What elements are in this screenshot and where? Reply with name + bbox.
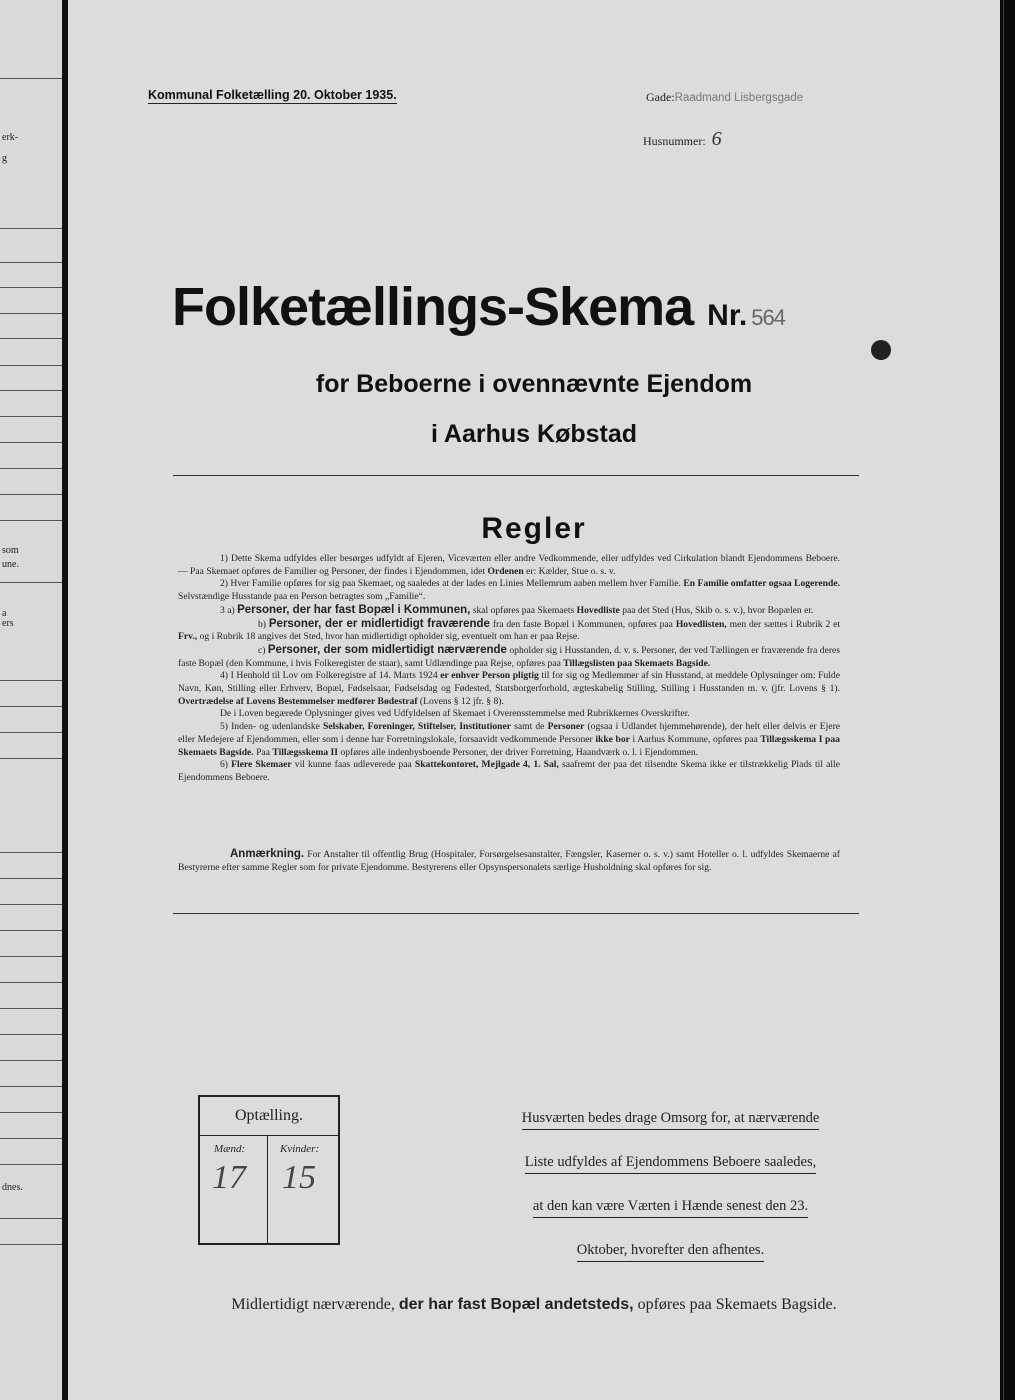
men-label: Mænd:	[214, 1143, 246, 1155]
men-count: 17	[212, 1159, 246, 1196]
ink-blot	[871, 340, 891, 360]
footer-note: Midlertidigt nærværende, der har fast Bopæl andetsteds, opføres paa Skemaets Bagside.	[231, 1296, 837, 1313]
page-title	[172, 276, 785, 338]
left-rule	[0, 78, 62, 79]
left-page-strip	[0, 0, 62, 1400]
notice-line-4: Oktober, hvorefter den afhentes.	[577, 1239, 764, 1262]
women-count: 15	[282, 1159, 316, 1196]
left-fragment: dnes.	[2, 1182, 23, 1193]
house-number-label: Husnummer:	[643, 134, 706, 148]
left-fragment: a	[2, 608, 7, 619]
house-number-field	[643, 128, 722, 151]
notice-line-3: at den kan være Værten i Hænde senest den 23.	[533, 1195, 808, 1218]
rules-text	[178, 553, 840, 785]
subtitle-line-2: i Aarhus Købstad	[430, 420, 638, 448]
left-fragment: ers	[2, 618, 14, 629]
count-box	[198, 1095, 340, 1245]
rule-3c: c) Personer, der som midlertidigt nærværende opholder sig i Husstanden, d. v. s. Personer, der ved Tællingen er fraværende fra deres faste Bopæl (den Kommune, i hvis Folkeregister de staar), samt Udlændinge paa Rejse, opføres paa Tillægslisten paa Skemaets Bagside.	[178, 643, 841, 669]
title-nr-label: Nr.	[707, 299, 748, 332]
rules-heading: Regler	[481, 512, 587, 545]
women-label: Kvinder:	[280, 1143, 320, 1155]
rule-6: 6) Flere Skemaer vil kunne faas udleverede paa Skattekontoret, Mejlgade 4, 1. Sal, saafremt der paa det tilsendte Skema ikke er tilstrækkelig Plads til alle Ejendommens Beboere.	[178, 759, 840, 783]
right-page-edge	[1000, 0, 1015, 1400]
rule-2: 2) Hver Familie opføres for sig paa Skemaet, og saaledes at der lades en Linies Mellemrum aaben mellem hver Familie. En Familie omfatter ogsaa Logerende. Selvstændige Husstande paa en Person betragtes som „Familie“.	[178, 578, 840, 603]
divider	[173, 475, 859, 476]
street-field	[646, 90, 803, 105]
remark-label: Anmærkning.	[230, 848, 305, 860]
house-number-value: 6	[711, 128, 722, 150]
subtitle-line-1: for Beboerne i ovennævnte Ejendom	[315, 370, 753, 398]
left-fragment: une.	[2, 559, 19, 570]
rule-3b: b) Personer, der er midlertidigt fraværende fra den faste Bopæl i Kommunen, opføres paa Hovedlisten, men der sættes i Rubrik 2 et Frv., og i Rubrik 18 angives det Sted, hvor han midlertidigt opholder sig, eventuelt om han er paa Rejse.	[178, 617, 841, 643]
left-fragment: erk-	[2, 132, 19, 143]
remark-text: For Anstalter til offentlig Brug (Hospitaler, Forsørgelsesanstalter, Fængsler, Kaserner o. s. v.) samt Hoteller o. l. udfyldes Skemaerne af Bestyrerne efter samme Regler som for private Ejendomme. Bestyrerens eller Opsynspersonalets særlige Husholdning skal opføres for sig.	[178, 849, 840, 873]
rule-5: 5) Inden- og udenlandske Selskaber, Foreninger, Stiftelser, Institutioner samt de Personer (ogsaa i Udlandet hjemmehørende), der helt eller delvis er Ejere eller Medejere af Ejendommen, eller som i denne har Forretningslokale, forsaavidt vedkommende Personer ikke bor i Aarhus Kommune, opføres paa Tillægsskema I paa Skemaets Bagside. Paa Tillægsskema II opføres alle indenbysboende Personer, der driver Forretning, Haandværk o. l. i Ejendommen.	[178, 721, 841, 758]
census-form-page	[68, 0, 1000, 1400]
title-nr-value: 564	[751, 305, 785, 330]
divider	[173, 913, 859, 914]
street-value: Raadmand Lisbergsgade	[674, 92, 804, 104]
rule-4: 4) I Henhold til Lov om Folkeregistre af 14. Marts 1924 er enhver Person pligtig til for sig og Medlemmer af sin Husstand, at meddele Oplysninger om: Fulde Navn, Køn, Stilling eller Erhverv, Bopæl, Fødselsaar, Fødselsdag og Fødested, Statsborgerforhold, ægteskabelig Stilling, Stilling i Husstanden m. v. (jfr. Lovens § 1). Overtrædelse af Lovens Bestemmelser medfører Bødestraf (Lovens § 12 jfr. § 8).	[178, 670, 840, 707]
notice-line-1: Husværten bedes drage Omsorg for, at nærværende	[522, 1107, 820, 1130]
left-fragment: som	[2, 545, 19, 556]
remark-section	[178, 848, 840, 874]
rule-4b: De i Loven begærede Oplysninger gives ved Udfyldelsen af Skemaet i Overensstemmelse med Rubrikkernes Overskrifter.	[220, 708, 690, 720]
count-box-title: Optælling.	[234, 1107, 303, 1124]
census-header: Kommunal Folketælling 20. Oktober 1935.	[148, 88, 397, 102]
rule-1: 1) Dette Skema udfyldes eller besørges udfyldt af Ejeren, Viceværten eller andre Vedkommende, eller udfyldes ved Cirkulation blandt Ejendommens Beboere. — Paa Skemaet opføres de Familier og Personer, der findes i Ejendommen, idet Ordenen er: Kælder, Stue o. s. v.	[178, 553, 840, 577]
rule-3a: 3 a) Personer, der har fast Bopæl i Kommunen, skal opføres paa Skemaets Hovedliste paa det Sted (Hus, Skib o. s. v.), hvor Bopælen er.	[220, 603, 814, 616]
left-fragment: g	[2, 153, 7, 164]
notice-line-2: Liste udfyldes af Ejendommens Beboere saaledes,	[525, 1151, 817, 1174]
landlord-notice	[498, 1100, 843, 1276]
street-label: Gade:	[646, 90, 675, 104]
title-main: Folketællings-Skema	[172, 277, 694, 337]
